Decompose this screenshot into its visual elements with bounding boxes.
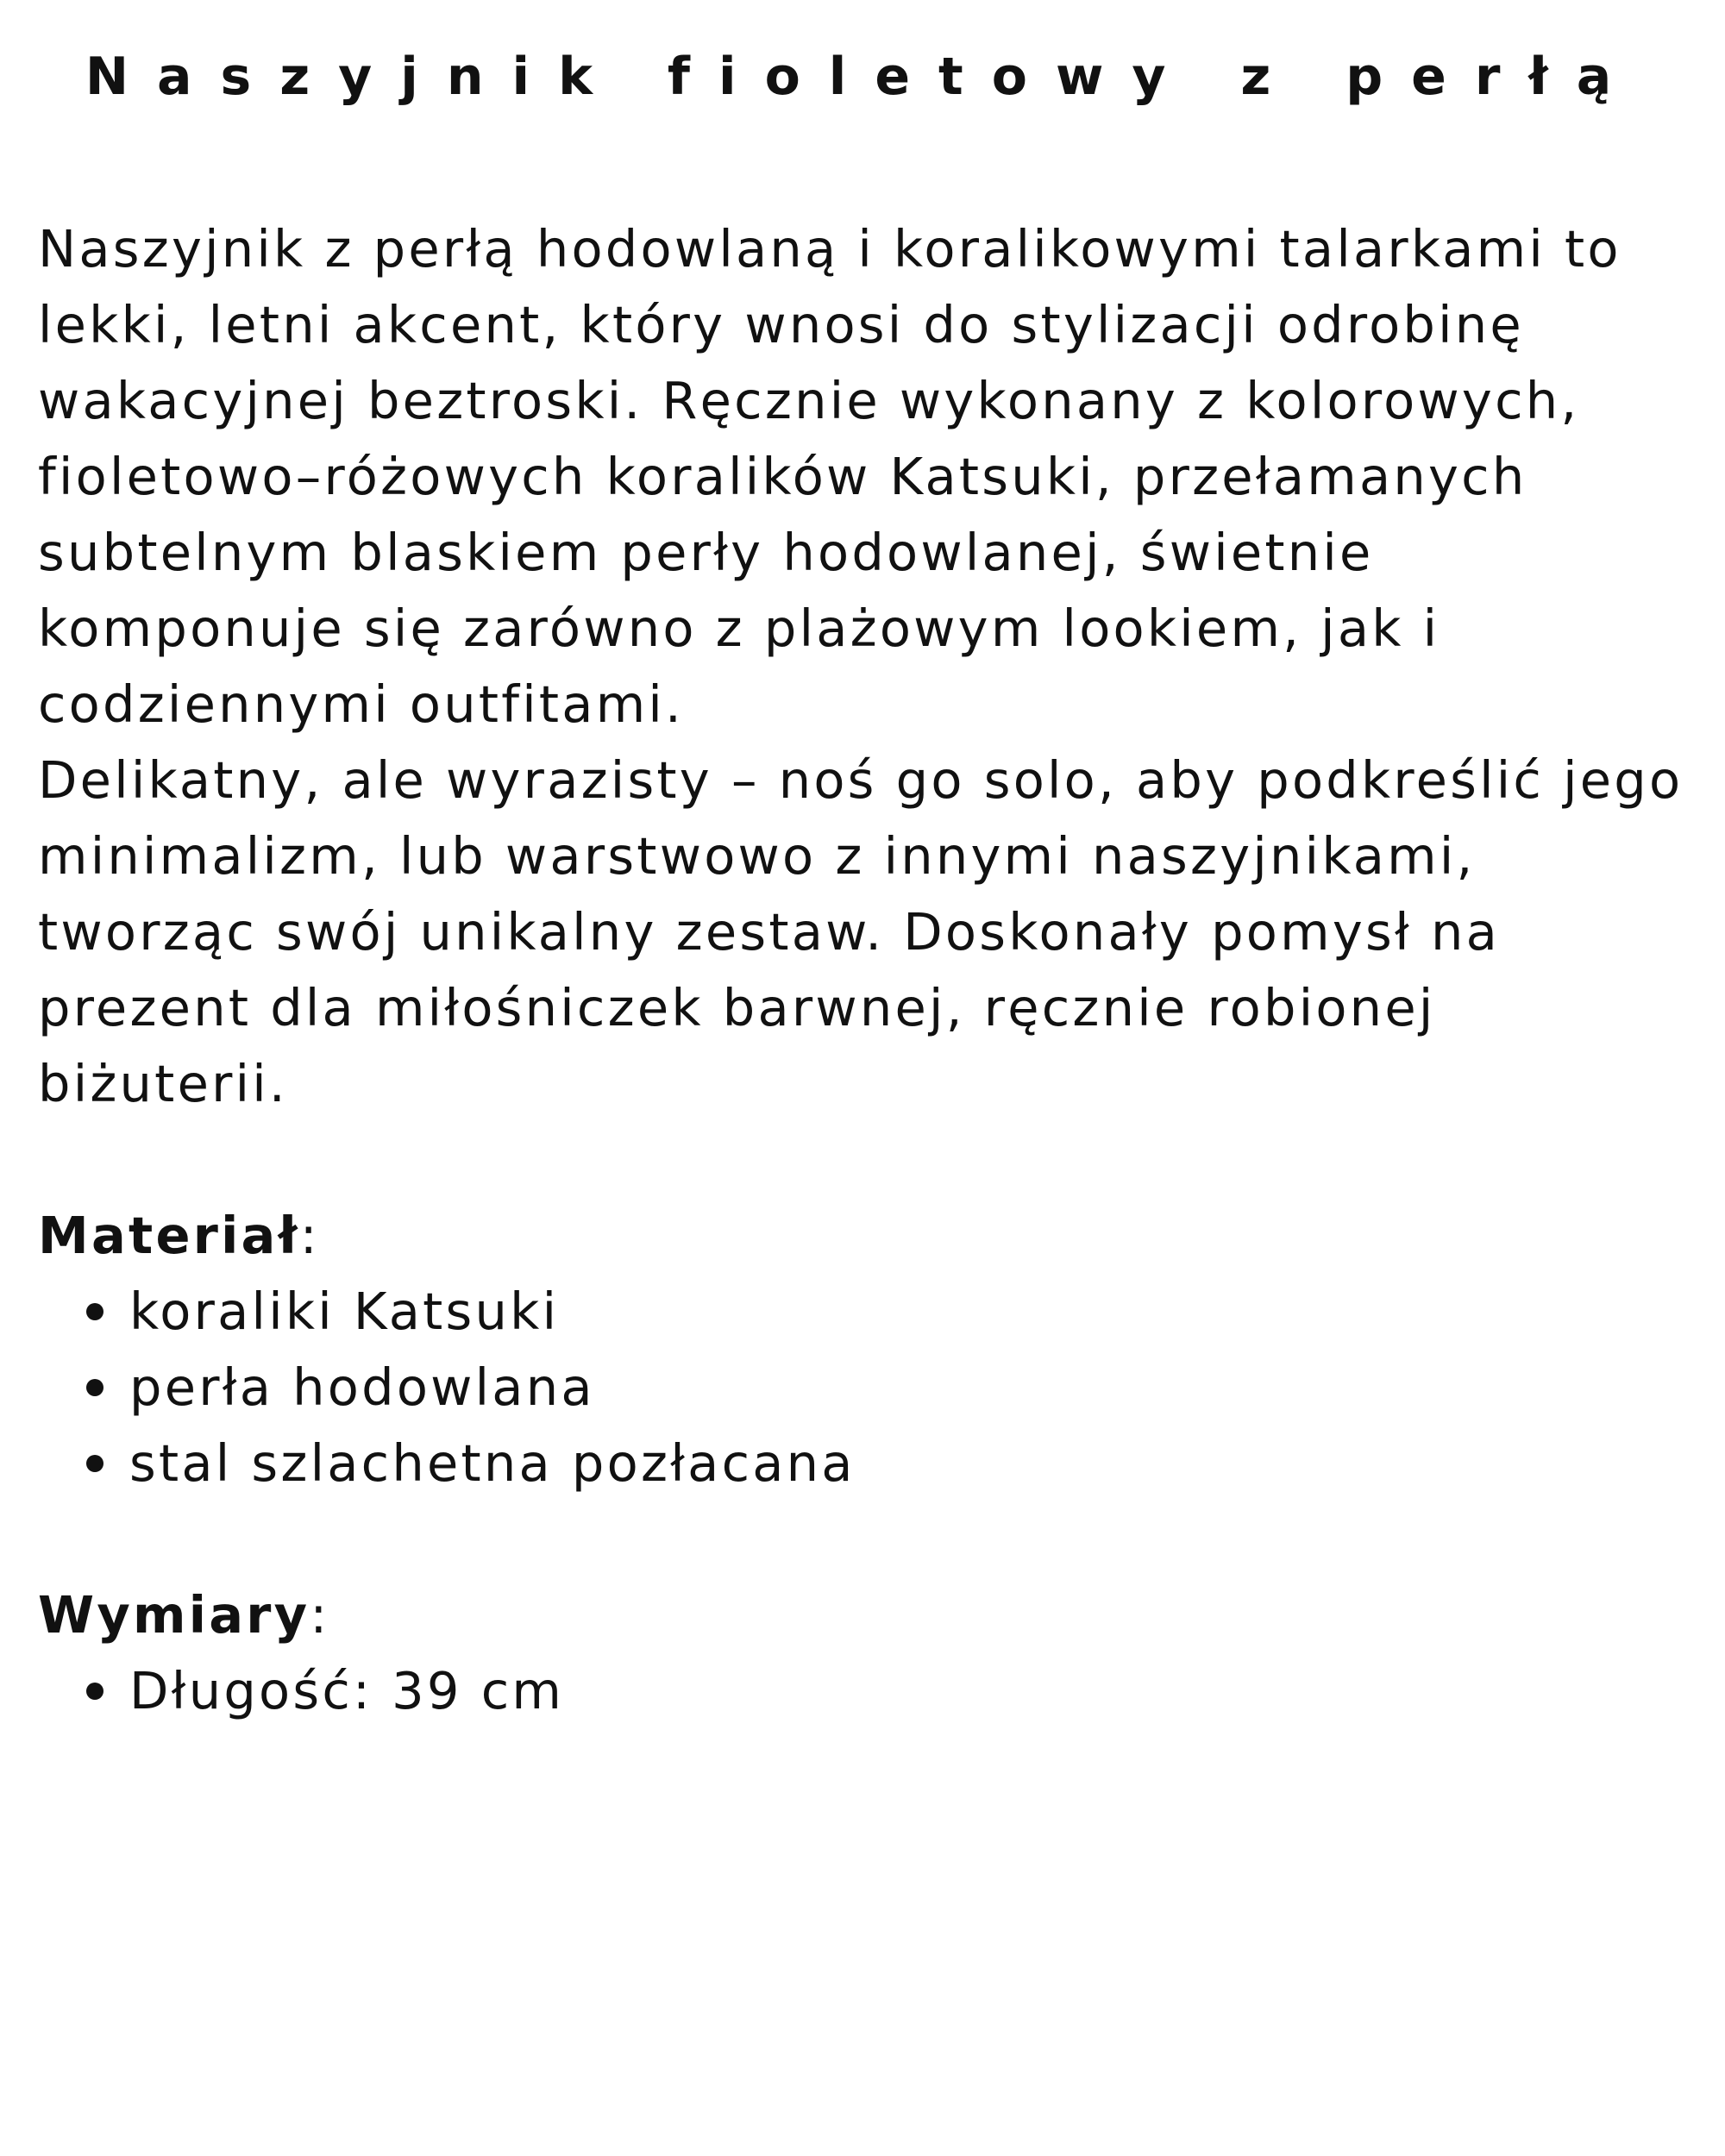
list-item <box>86 1426 1703 1501</box>
description-line: Naszyjnik z perłą hodowlaną i koralikowymi talarkami to <box>38 219 1622 279</box>
list-item-text: Długość: 39 cm <box>129 1661 565 1720</box>
list-item-text: koraliki Katsuki <box>129 1282 560 1341</box>
spacer <box>38 1501 1703 1577</box>
description-line: fioletowo–różowych koralików Katsuki, przełamanych <box>38 447 1527 506</box>
material-heading-colon: : <box>299 1206 320 1265</box>
dimensions-list <box>38 1653 1703 1729</box>
dimensions-heading-label: Wymiary <box>38 1585 310 1645</box>
spacer <box>38 1122 1703 1198</box>
material-heading-label: Materiał <box>38 1206 300 1265</box>
description-line: lekki, letni akcent, który wnosi do stylizacji odrobinę <box>38 295 1524 354</box>
bullet-icon <box>86 1683 104 1700</box>
list-item <box>86 1274 1703 1350</box>
material-list <box>38 1274 1703 1501</box>
dimensions-heading-colon: : <box>310 1585 330 1645</box>
description-line: tworząc swój unikalny zestaw. Doskonały pomysł na <box>38 902 1501 962</box>
description-line: prezent dla miłośniczek barwnej, ręcznie robionej <box>38 978 1436 1037</box>
list-item-text: stal szlachetna pozłacana <box>129 1433 856 1493</box>
description-line: wakacyjnej beztroski. Ręcznie wykonany z kolorowych, <box>38 371 1580 430</box>
dimensions-section <box>38 1577 1703 1729</box>
bullet-icon <box>86 1379 104 1396</box>
bullet-icon <box>86 1303 104 1320</box>
content <box>38 211 1703 1729</box>
description-line: biżuterii. <box>38 1054 288 1113</box>
page-title: Naszyjnik fioletowy z perłą <box>85 47 1640 107</box>
description <box>38 211 1703 1122</box>
list-item <box>86 1350 1703 1426</box>
material-heading <box>38 1198 1703 1274</box>
material-section <box>38 1198 1703 1501</box>
description-line: codziennymi outfitami. <box>38 674 685 734</box>
dimensions-heading <box>38 1577 1703 1653</box>
bullet-icon <box>86 1455 104 1472</box>
description-line: Delikatny, ale wyrazisty – noś go solo, aby podkreślić jego <box>38 750 1684 810</box>
description-line: subtelnym blaskiem perły hodowlanej, świetnie <box>38 523 1374 582</box>
list-item-text: perła hodowlana <box>129 1357 595 1417</box>
description-line: komponuje się zarówno z plażowym lookiem, jak i <box>38 599 1440 658</box>
list-item <box>86 1653 1703 1729</box>
description-line: minimalizm, lub warstwowo z innymi naszyjnikami, <box>38 826 1476 886</box>
